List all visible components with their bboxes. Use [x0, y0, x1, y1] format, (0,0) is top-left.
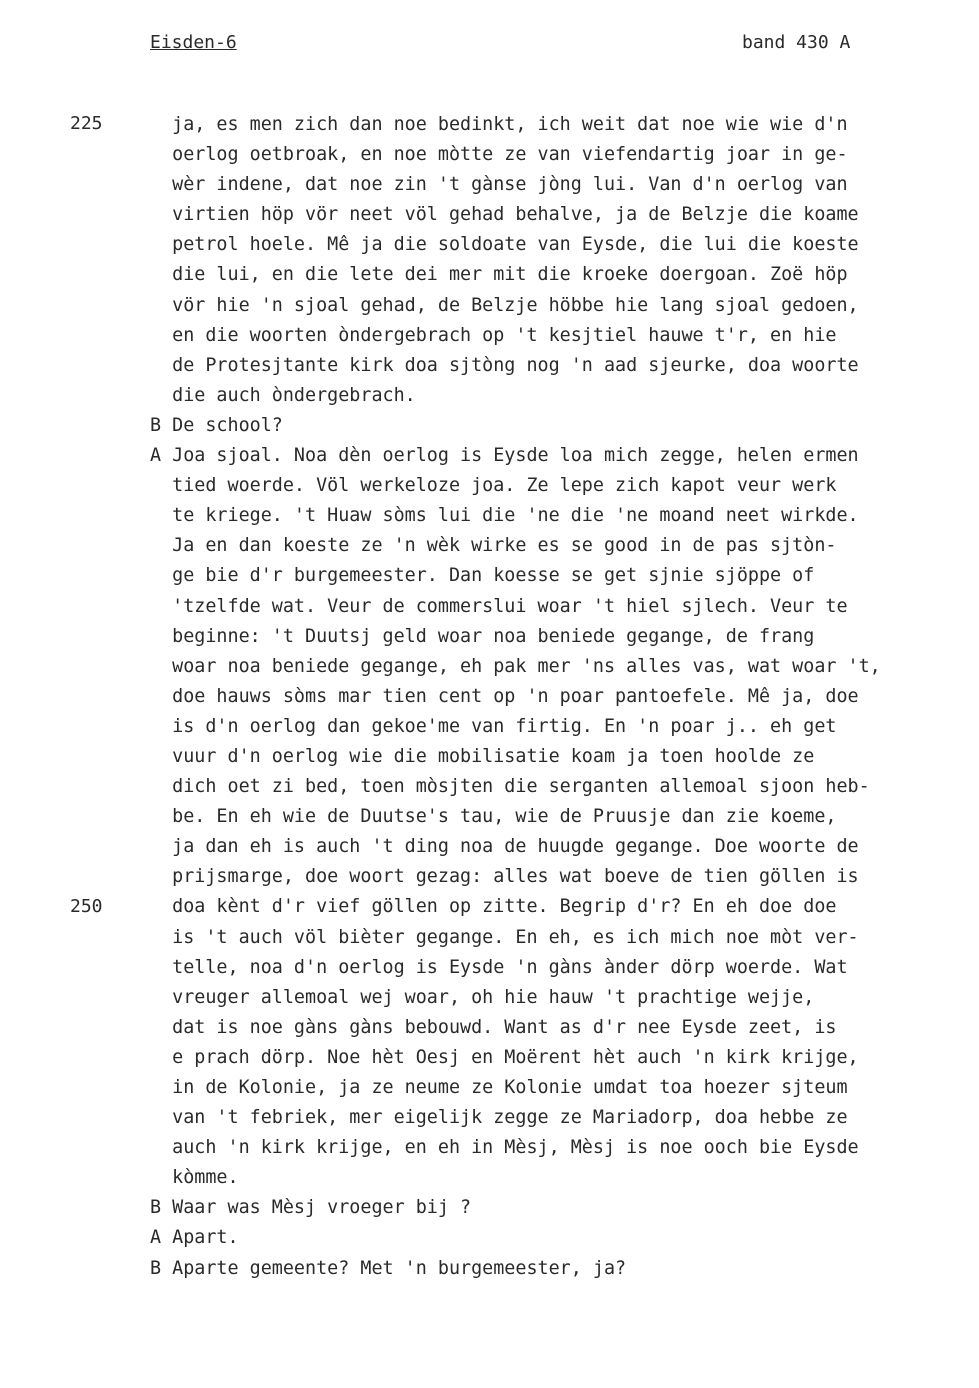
text-line: in de Kolonie, ja ze neume ze Kolonie umdat toa hoezer sjteum	[150, 1077, 848, 1098]
text-line: B Waar was Mèsj vroeger bij ?	[150, 1197, 472, 1219]
line-number-225: 225	[70, 113, 103, 134]
page-header-left: Eisden-6	[150, 32, 237, 53]
text-line: petrol hoele. Mê ja die soldoate van Eysde, die lui die koeste	[150, 234, 859, 256]
text-line: is 't auch völ bièter gegange. En eh, es ich mich noe mòt ver-	[150, 926, 859, 948]
text-line: beginne: 't Duutsj geld woar noa beniede gegange, de frang	[150, 625, 815, 647]
text-line: die lui, en die lete dei mer mit die kroeke doergoan. Zoë höp	[150, 264, 848, 286]
text-line: wèr indene, dat noe zin 't gànse jòng lui. Van d'n oerlog van	[150, 174, 848, 196]
text-line: ja, es men zich dan noe bedinkt, ich weit dat noe wie wie d'n	[150, 114, 848, 135]
text-line: telle, noa d'n oerlog is Eysde 'n gàns ànder dörp woerde. Wat	[150, 956, 848, 978]
line-number-250: 250	[70, 896, 103, 917]
text-line: en die woorten òndergebrach op 't kesjtiel hauwe t'r, en hie	[150, 324, 837, 346]
text-line: doe hauws sòms mar tien cent op 'n poar pantoefele. Mê ja, doe	[150, 685, 859, 707]
text-line: woar noa beniede gegange, eh pak mer 'ns alles vas, wat woar 't,	[150, 655, 881, 677]
text-line: e prach dörp. Noe hèt Oesj en Moërent hèt auch 'n kirk krijge,	[150, 1046, 859, 1068]
text-line: B De school?	[150, 414, 283, 436]
text-line: be. En eh wie de Duutse's tau, wie de Pruusje dan zie koeme,	[150, 806, 837, 828]
text-line: dat is noe gàns gàns bebouwd. Want as d'r nee Eysde zeet, is	[150, 1016, 837, 1038]
text-line: dich oet zi bed, toen mòsjten die serganten allemoal sjoon heb-	[150, 776, 870, 798]
text-line: B Aparte gemeente? Met 'n burgemeester, ja?	[150, 1257, 627, 1279]
text-line: Ja en dan koeste ze 'n wèk wirke es se good in de pas sjtòn-	[150, 535, 837, 557]
text-line: ge bie d'r burgemeester. Dan koesse se get sjnie sjöppe of	[150, 565, 815, 587]
text-line: A Apart.	[150, 1227, 239, 1249]
text-line: de Protesjtante kirk doa sjtòng nog 'n aad sjeurke, doa woorte	[150, 354, 859, 376]
text-line: vuur d'n oerlog wie die mobilisatie koam ja toen hoolde ze	[150, 745, 815, 767]
text-line: auch 'n kirk krijge, en eh in Mèsj, Mèsj is noe ooch bie Eysde	[150, 1137, 859, 1159]
text-line: ja dan eh is auch 't ding noa de huugde gegange. Doe woorte de	[150, 836, 859, 858]
text-line: te kriege. 't Huaw sòms lui die 'ne die 'ne moand neet wirkde.	[150, 505, 859, 527]
text-line: 'tzelfde wat. Veur de commerslui woar 't hiel sjlech. Veur te	[150, 595, 848, 617]
text-line: virtien höp vör neet völ gehad behalve, ja de Belzje die koame	[150, 204, 859, 226]
text-line: vreuger allemoal wej woar, oh hie hauw 't prachtige wejje,	[150, 986, 815, 1008]
text-line: vör hie 'n sjoal gehad, de Belzje höbbe hie lang sjoal gedoen,	[150, 294, 859, 316]
text-line: A Joa sjoal. Noa dèn oerlog is Eysde loa mich zegge, helen ermen	[150, 445, 859, 467]
transcript-body	[150, 110, 970, 1284]
page-header-right: band 430 A	[742, 32, 851, 53]
text-line: doa kènt d'r vief göllen op zitte. Begrip d'r? En eh doe doe	[150, 896, 837, 918]
text-line: die auch òndergebrach.	[150, 384, 416, 406]
text-line: kòmme.	[150, 1167, 239, 1189]
text-line: oerlog oetbroak, en noe mòtte ze van viefendartig joar in ge-	[150, 144, 848, 166]
text-line: is d'n oerlog dan gekoe'me van firtig. En 'n poar j.. eh get	[150, 715, 837, 737]
text-line: tied woerde. Völ werkeloze joa. Ze lepe zich kapot veur werk	[150, 475, 837, 497]
text-line: prijsmarge, doe woort gezag: alles wat boeve de tien göllen is	[150, 866, 859, 888]
text-line: van 't febriek, mer eigelijk zegge ze Mariadorp, doa hebbe ze	[150, 1107, 848, 1129]
